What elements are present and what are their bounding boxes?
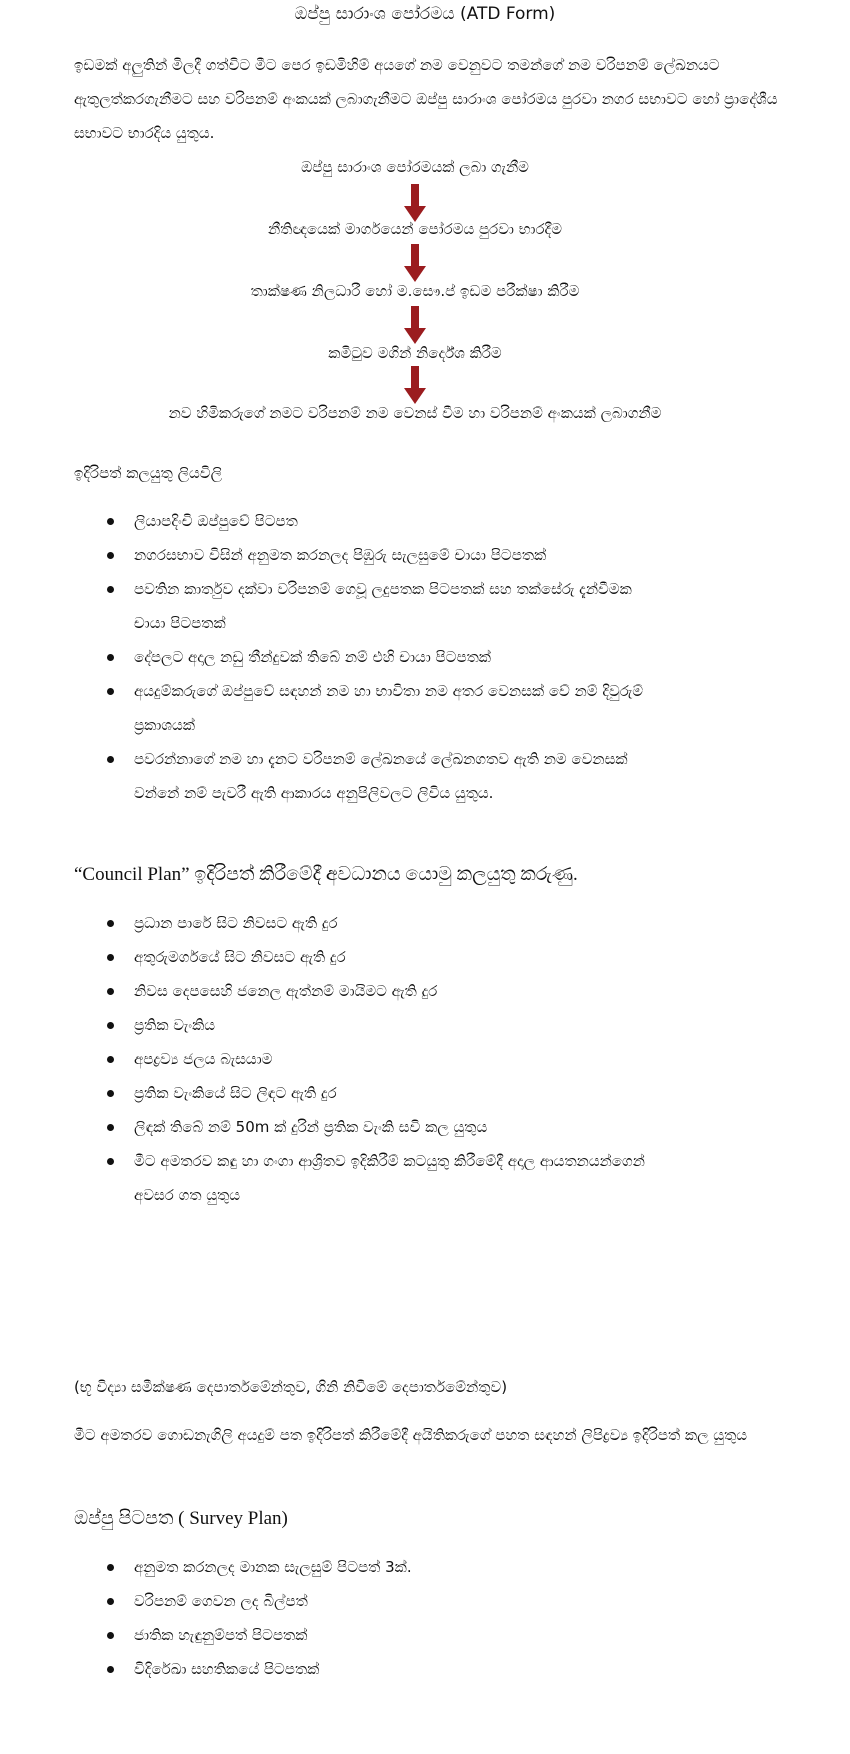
bullet-icon [107,688,114,695]
intro-paragraph: ඉඩමක් අලුතින් මිලදී ගත්විට මීට පෙර ඉඩමිහිම් අයගේ නම වෙනුවට තමන්ගේ නම වරිපනම් ලේඛනයට ඇතුලත්කරගැනීමට සහ වරිපනම් අංකයක් ලබාගැනීමට ඔප්පු සාරාංශ පෝරමය පුරවා නගර සභාවට හෝ ප්‍රාදේශීය සභාවට භාරදිය යුතුය. [74,56,778,142]
page-title: ඔප්පු සාරාංශ පෝරමය (ATD Form) [294,4,556,24]
list-item: නගරසභාව විසින් අනුමත කරනලද පිඹුරු සැලසුමේ චායා පිටපතක් [0,538,794,572]
bullet-icon [107,1598,114,1605]
bullet-icon [107,988,114,995]
list-item: පවරන්නාගේ නම හා දැනට වරිපනම් ලේඛනයේ ලේඛනගතව ඇති නම වෙනසක් වන්නේ නම් පැවරී ඇති ආකාරය අනුපිලිවලට ලිවිය යුතුය. [0,742,794,810]
down-arrow-icon [404,184,426,224]
bullet-icon [107,1022,114,1029]
bullet-icon [107,552,114,559]
flow-step-1: ඔප්පු සාරාංශ පෝරමයක් ලබා ගැනීම [301,158,529,176]
bullet-icon [107,586,114,593]
survey-plan-list [0,1550,850,1686]
bullet-icon [107,756,114,763]
bullet-icon [107,1124,114,1131]
bullet-icon [107,1158,114,1165]
council-plan-list [0,906,850,1212]
flow-step-2: නීතිඥයෙක් මාර්ගයෙන් පෝරමය පුරවා භාරදීම [268,220,562,238]
list-item: ප්‍රතික වැංකිය [0,1008,794,1042]
down-arrow-icon [404,306,426,346]
bullet-icon [107,920,114,927]
down-arrow-icon [404,244,426,284]
documents-heading: ඉදිරිපත් කලයුතු ලියවිලි [74,464,223,482]
flow-step-4: කමිටුව මගින් නිර්දේශ කිරීම [328,344,502,362]
bullet-icon [107,1564,114,1571]
list-item: ජාතික හැඳුනුම්පත් පිටපතක් [0,1618,794,1652]
list-item: ලිඳක් තිබේ නම් 50m ක් දුරින් ප්‍රතික වැංකි සවි කල යුතුය [0,1110,794,1144]
council-plan-heading: “Council Plan” ඉදිරිපත් කිරීමේදී අවධානය යොමු කලයුතු කරුණු. [74,864,578,885]
survey-plan-heading: ඔප්පු පිටපත ( Survey Plan) [74,1508,288,1529]
bullet-icon [107,954,114,961]
flow-step-3: තාක්ෂණ නිලධාරී හෝ ම.සෞ.ප් ඉඩම පරීක්ෂා කිරීම [250,282,580,300]
bullet-icon [107,518,114,525]
bullet-icon [107,1090,114,1097]
list-item: පවතින කාර්තුව දක්වා වරිපනම් ගෙවූ ලදුපතක පිටපතක් සහ තක්සේරු දැන්වීමක චායා පිටපතක් [0,572,794,640]
list-item: අපද්‍රව්‍ය ජලය බැසයාම [0,1042,794,1076]
bullet-icon [107,1666,114,1673]
documents-list [0,504,850,810]
list-item: නිවස දෙපසෙහි ජනෙල ඇත්නම් මායිමට ඇති දුර [0,974,794,1008]
down-arrow-icon [404,366,426,406]
list-item: දේපලට අදාල නඩු තීන්දුවක් තිබේ නම් එහි චායා පිටපතක් [0,640,794,674]
list-item: අතුරුමර්ගයේ සිට නිවසට ඇති දුර [0,940,794,974]
list-item: වරිපනම් ගෙවන ලද බිල්පත් [0,1584,794,1618]
additional-note: මීට අමතරව ගොඩනැගිලි අයදුම් පත ඉදිරිපත් කිරීමේදී අයිතිකරුගේ පහත සඳහන් ලිපිද්‍රව්‍ය ඉදිරිපත් කල යුතුය [74,1426,748,1444]
bullet-icon [107,1632,114,1639]
list-item: අනුමත කරනලද මානක සැලසුම් පිටපත් 3ක්. [0,1550,794,1584]
list-item: මීට අමතරව කඳු හා ගංගා ආශ්‍රිතව ඉදිකිරීම් කටයුතු කිරීමේදී අදාල ආයතනයන්ගෙන් අවසර ගත යුතුය [0,1144,794,1212]
flow-step-5: නව හිමිකරුගේ නමට වරිපනම් නම වෙනස් වීම හා වරිපනම් අංකයක් ලබාගනීම [168,404,662,422]
list-item: විදිරේඛා සහතිකයේ පිටපතක් [0,1652,794,1686]
bullet-icon [107,654,114,661]
list-item: ප්‍රතික වැංකියේ සිට ලිඳට ඇති දුර [0,1076,794,1110]
bullet-icon [107,1056,114,1063]
list-item: ප්‍රධාන පාරේ සිට නිවසට ඇති දුර [0,906,794,940]
list-item: අයදුම්කරුගේ ඔප්පුවේ සඳහන් නම හා භාවිතා නම අතර වෙනසක් වේ නම් දිවුරුම් ප්‍රකාශයක් [0,674,794,742]
list-item: ලියාපදිංචි ඔප්පුවේ පිටපත [0,504,794,538]
departments-note: (භූ විද්‍යා සමීක්ෂණ දෙපාර්තමේන්තුව, ගිනි නිවීමේ දෙපාර්තමේන්තුව) [74,1378,508,1396]
